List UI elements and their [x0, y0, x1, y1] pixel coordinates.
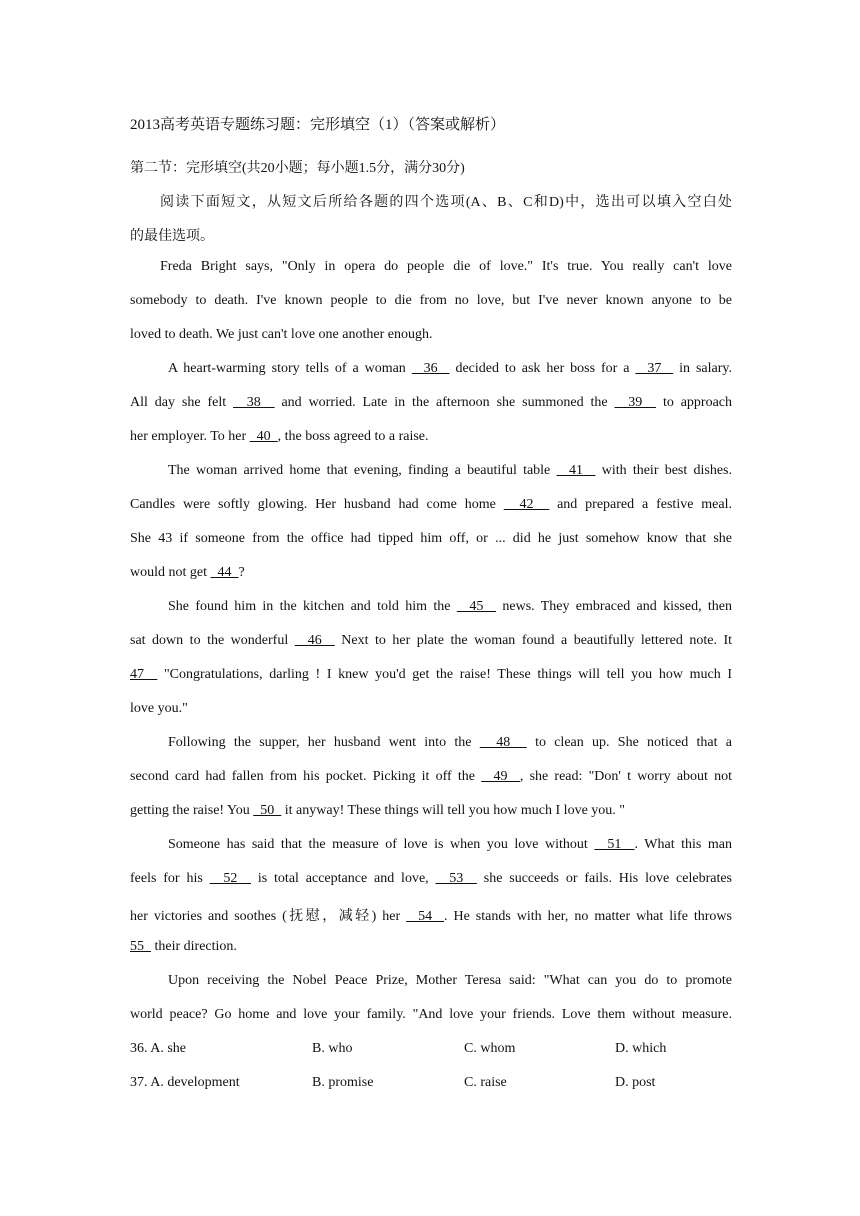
option-item: C. raise — [464, 1075, 507, 1090]
passage-text: She 43 if someone from the office had tipped him off, or ... did he just somehow know that she — [130, 531, 732, 546]
blank-number: 38 — [233, 395, 275, 410]
passage-line — [168, 837, 732, 853]
option-item: B. who — [312, 1041, 353, 1056]
instruction-line: 阅读下面短文，从短文后所给各题的四个选项(A、B、C和D)中，选出可以填入空白处 — [160, 195, 732, 210]
option-item: 37. A. development — [130, 1075, 240, 1090]
blank-number: 37 — [635, 361, 674, 376]
passage-text: love you." — [130, 701, 188, 716]
passage-line — [168, 973, 732, 989]
passage-text: Upon receiving the Nobel Peace Prize, Mother Teresa said: "What can you do to promote — [168, 973, 732, 988]
passage-line — [130, 939, 732, 955]
passage-line — [168, 463, 732, 479]
passage-text: A heart-warming story tells of a woman — [168, 361, 412, 376]
passage-line — [130, 395, 732, 411]
blank-number: 54 — [406, 909, 444, 924]
passage-text: Next to her plate the woman found a beautifully lettered note. It — [334, 633, 733, 648]
passage-line — [130, 667, 732, 683]
option-item: D. which — [615, 1041, 667, 1056]
passage-text: decided to ask her boss for a — [449, 361, 636, 376]
passage-text: with their best dishes. — [595, 463, 733, 478]
passage-line — [130, 905, 732, 925]
passage-line — [130, 565, 732, 581]
passage-text: getting the raise! You — [130, 803, 254, 818]
blank-number: 46 — [294, 633, 335, 648]
passage-line — [130, 633, 732, 649]
passage-text: it anyway! These things will tell you how much I love you. " — [281, 803, 626, 818]
blank-number: 42 — [503, 497, 550, 512]
passage-text: second card had fallen from his pocket. Picking it off the — [130, 769, 482, 784]
passage-line — [160, 259, 732, 275]
passage-text: All day she felt — [130, 395, 233, 410]
passage-text: her victories and soothes (抚慰，减轻) her — [130, 909, 407, 924]
passage-text: ? — [238, 565, 245, 580]
passage-line — [168, 599, 732, 615]
passage-line — [130, 769, 732, 785]
passage-line — [130, 803, 732, 819]
passage-line — [168, 361, 732, 377]
blank-number: 39 — [614, 395, 657, 410]
passage-text: "Congratulations, darling ! I knew you'd get the raise! These things will tell you how much I — [157, 667, 732, 682]
blank-number: 50 — [253, 803, 282, 818]
passage-text: Someone has said that the measure of love is when you love without — [168, 837, 595, 852]
instruction-line: 的最佳选项。 — [130, 229, 214, 244]
passage-text: loved to death. We just can't love one another enough. — [130, 327, 433, 342]
blank-number: 55 — [130, 939, 151, 954]
passage-line — [130, 327, 732, 343]
passage-text: and worried. Late in the afternoon she summoned the — [274, 395, 615, 410]
blank-number: 47 — [130, 667, 158, 682]
passage-text: to clean up. She noticed that a — [526, 735, 733, 750]
option-item: B. promise — [312, 1075, 374, 1090]
passage-line — [130, 497, 732, 513]
passage-text: their direction. — [151, 939, 237, 954]
passage-text: The woman arrived home that evening, finding a beautiful table — [168, 463, 557, 478]
passage-text: Freda Bright says, "Only in opera do people die of love." It's true. You really can't love — [160, 259, 732, 274]
blank-number: 51 — [594, 837, 635, 852]
passage-text: She found him in the kitchen and told him the — [168, 599, 457, 614]
option-item: C. whom — [464, 1041, 516, 1056]
passage-text: is total acceptance and love, — [251, 871, 436, 886]
blank-number: 45 — [456, 599, 497, 614]
passage-text: news. They embraced and kissed, then — [496, 599, 732, 614]
passage-text: , the boss agreed to a raise. — [277, 429, 429, 444]
passage-line — [130, 531, 732, 547]
passage-text: in salary. — [673, 361, 732, 376]
passage-line — [168, 735, 732, 751]
passage-text: she succeeds or fails. His love celebrates — [476, 871, 733, 886]
passage-text: to approach — [656, 395, 733, 410]
passage-text: and prepared a festive meal. — [549, 497, 732, 512]
blank-number: 40 — [249, 429, 278, 444]
blank-number: 49 — [481, 769, 520, 784]
passage-text: would not get — [130, 565, 211, 580]
passage-text: somebody to death. I've known people to die from no love, but I've never known anyone to be — [130, 293, 732, 308]
passage-text: world peace? Go home and love your family. "And love your friends. Love them without measure. — [130, 1007, 732, 1022]
document-title: 2013高考英语专题练习题：完形填空（1）（答案或解析） — [130, 117, 506, 133]
option-item: 36. A. she — [130, 1041, 186, 1056]
blank-number: 36 — [411, 361, 450, 376]
passage-text: her employer. To her — [130, 429, 250, 444]
passage-text: feels for his — [130, 871, 210, 886]
option-item: D. post — [615, 1075, 656, 1090]
blank-number: 53 — [435, 871, 477, 886]
blank-number: 48 — [479, 735, 527, 750]
passage-line — [130, 701, 732, 717]
passage-text: . He stands with her, no matter what life throws — [444, 909, 732, 924]
passage-line — [130, 293, 732, 309]
blank-number: 52 — [209, 871, 252, 886]
blank-number: 44 — [210, 565, 239, 580]
section-heading: 第二节：完形填空(共20小题；每小题1.5分，满分30分) — [130, 161, 465, 176]
blank-number: 41 — [556, 463, 596, 478]
passage-line — [130, 871, 732, 887]
passage-text: sat down to the wonderful — [130, 633, 295, 648]
passage-text: . What this man — [634, 837, 733, 852]
passage-text: Following the supper, her husband went into the — [168, 735, 480, 750]
passage-line — [130, 429, 732, 445]
passage-text: Candles were softly glowing. Her husband had come home — [130, 497, 504, 512]
passage-text: , she read: "Don' t worry about not — [519, 769, 732, 784]
passage-line — [130, 1007, 732, 1023]
